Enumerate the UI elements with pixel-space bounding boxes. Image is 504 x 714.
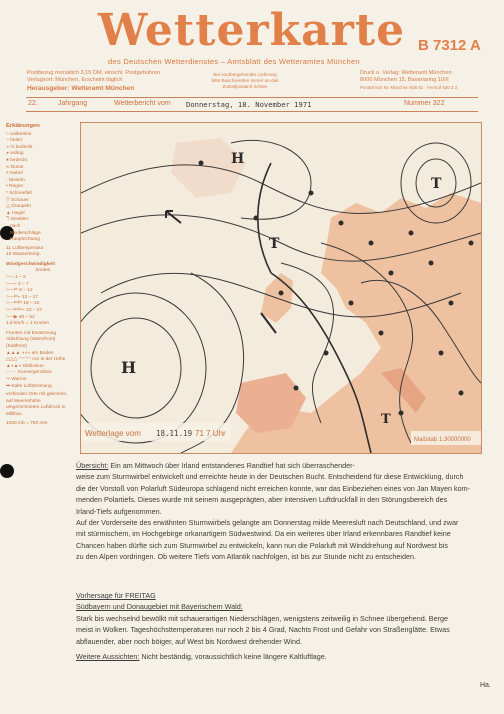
uebersicht-line: Chancen haben dürfte sich zum Sturmwirbel zu entwickeln, kann nun die Polarluft mit Winddrehung auf Nordwest bis bbox=[76, 540, 448, 550]
legend-item: ○ wolkenlos bbox=[6, 131, 32, 137]
legend-temp: 11 Lufttemperatur bbox=[6, 245, 44, 251]
wind-row: ○—⌐ 3 – 7 bbox=[6, 281, 29, 287]
vorhersage-line: Stark bis wechselnd bewölkt mit schauerartigen Niederschlägen, wenigstens zeitweilig in Schnee übergehend. Berge bbox=[76, 613, 448, 623]
map-scale: Maßstab 1:30000000 bbox=[414, 437, 471, 443]
uebersicht-label: Übersicht: bbox=[76, 461, 109, 470]
masthead-title: Wetterkarte bbox=[98, 5, 406, 56]
legend-item: ● bedeckt bbox=[6, 157, 28, 163]
wind-title: Windgeschwindigkeit bbox=[6, 261, 55, 267]
uebersicht-line: die der Vorstoß von Polarluft Südeuropa schlagend nicht erreichen konnte, war das Einbeziehen eines von Jan Mayen kom- bbox=[76, 483, 470, 493]
map-legend bbox=[6, 123, 74, 427]
legend-item: Hauptrichtung bbox=[10, 237, 40, 243]
bericht-label: Wetterbericht vom bbox=[114, 100, 171, 107]
masthead-subtitle: des Deutschen Wetterdienstes – Amtsblatt des Wetteramtes München bbox=[108, 57, 360, 66]
legend-item: , Nieseln bbox=[6, 177, 25, 183]
wind-row: ○—⊨⊨⌐ 23 – 27 bbox=[6, 308, 43, 314]
subscription-info: Postbezug monatlich 3,15 DM, einschl. Postgebühren Verlagsort: München, Erscheint täglich Herausgeber: Wetteramt München bbox=[27, 70, 161, 92]
uebersicht-line: Irland-Tiefs aufgenommen. bbox=[76, 506, 162, 516]
uebersicht-line: weise zum Sturmwirbel entwickelt und erreichte heute in der Deutschen Bucht. Entscheidend für diese Entwicklung, durch bbox=[76, 472, 464, 482]
nummer-label: Nummer 322 bbox=[404, 100, 445, 107]
legend-temp: 13 Wassertemp. bbox=[6, 252, 41, 258]
legend-item: • Regen bbox=[6, 184, 24, 190]
legend-item: ℸ Gewitter bbox=[6, 217, 29, 223]
wind-row: ○—⊨⌐ 13 – 17 bbox=[6, 294, 39, 300]
legend-item: * Schneefall bbox=[6, 190, 32, 196]
uebersicht-line: Auf der Vorderseite des erwähnten Sturmwirbels gelangte am Donnerstag milde Meeresluft nach Deutschland, und zwar bbox=[76, 518, 459, 528]
map-caption-time: 71 7 Uhr bbox=[195, 429, 226, 438]
weitere-label: Weitere Aussichten: bbox=[76, 652, 140, 662]
arrow-row: ➡ Kalte Luftströmung bbox=[6, 383, 52, 389]
legend-item: △ Graupeln bbox=[6, 204, 31, 210]
legend-item: ▽ Schauer bbox=[6, 197, 29, 203]
printer-info: Druck u. Verlag: Wetteramt München 8000 München 15, Bavariaring 10/II Postscheck Nr. München 836 81 · Fernruf 530 3 2 bbox=[360, 70, 458, 90]
header-rule bbox=[26, 97, 478, 98]
vorhersage-region: Südbayern und Donaugebiet mit Bayerischem Wald: bbox=[76, 602, 243, 612]
isobar-note: verbinden Orte mit gleichem, auf Meereshöhe umgerechneten Luftdruck in Millibar. bbox=[6, 392, 68, 417]
legend-item: ≡ Nebel bbox=[6, 171, 23, 177]
issue-number: 22. bbox=[28, 100, 38, 107]
legend-item: ◕ wolkig bbox=[6, 151, 24, 157]
wind-row: ○— 1 – 2 bbox=[6, 275, 26, 281]
legend-title: Erklärungen bbox=[6, 123, 40, 129]
vorhersage-section bbox=[76, 590, 450, 662]
author-sign: Ha. bbox=[480, 682, 491, 689]
pressure-label: H bbox=[231, 151, 245, 167]
arrow-row: ⇨ Warme bbox=[6, 376, 27, 382]
weather-map-graphic bbox=[81, 123, 481, 453]
legend-item: ▲ Hagel bbox=[6, 210, 25, 216]
vorhersage-line: meist in Wolken. Tageshöchsttemperaturen nur noch 2 bis 4 Grad, Nachts Frost und Gefahr von Straßenglätte. Etwas bbox=[76, 625, 450, 635]
uebersicht-line: menden Polartiefs. Dieses wurde mit seinem ausgeprägten, aber intensiven Luftdruckfall in den Störungsbereich des bbox=[76, 495, 448, 505]
report-date: Donnerstag, 18. November 1971 bbox=[186, 100, 312, 109]
front-row: △△△ ◠◠◠ nur in der Höhe bbox=[6, 357, 66, 363]
wind-subtitle: knoten bbox=[36, 268, 51, 274]
uebersicht-section bbox=[76, 460, 470, 563]
weather-map bbox=[80, 122, 482, 454]
front-row: - - - - Konvergenzlinie bbox=[6, 370, 52, 376]
pressure-label: T bbox=[269, 236, 280, 252]
jahrgang-label: Jahrgang bbox=[58, 100, 88, 107]
fronts-title: Fronten mit Erwärmung Abkühlung (Warmfront) (Kaltfront) bbox=[6, 330, 57, 349]
pressure-note: 1000 mb = 750 mm bbox=[6, 420, 48, 426]
legend-item: ◔ heiter bbox=[6, 138, 23, 144]
vorhersage-line: abflauender, aber noch böiger, auf West bis Nordwest drehender Wind. bbox=[76, 636, 303, 646]
wind-note: 1,8 km/h = 1 Knoten bbox=[6, 321, 50, 327]
pressure-label: T bbox=[381, 412, 391, 427]
uebersicht-line: Übersicht: Ein am Mittwoch über Irland entstandenes Randtief hat sich überraschender- bbox=[76, 461, 355, 470]
publication-code: B 7312 A bbox=[418, 37, 481, 54]
legend-item: ∞ Dunst bbox=[6, 164, 24, 170]
pressure-label: H bbox=[121, 358, 137, 377]
legend-item: ◑ ½ bedeckt bbox=[6, 144, 33, 150]
vorhersage-label: Vorhersage für FREITAG bbox=[76, 591, 156, 600]
weitere-line: Weitere Aussichten: Nicht beständig, voraussichtlich keine längere Kaltluftlage. bbox=[76, 652, 327, 662]
wind-row: ○—⊨ 8 – 12 bbox=[6, 288, 33, 294]
legend-item: nach bbox=[10, 223, 21, 229]
map-caption: Wetterlage vom bbox=[85, 429, 141, 438]
publisher-line: Herausgeber: Wetteramt München bbox=[27, 85, 135, 92]
map-caption-date: 18.11.19 bbox=[156, 429, 193, 438]
wind-row: ○—⊨⊨ 18 – 22 bbox=[6, 301, 40, 307]
subheader-rule bbox=[26, 111, 478, 112]
front-row: ▲◖▲◖ Okklusion bbox=[6, 363, 44, 369]
front-row: ▲▲▲ ◖◖◖ am Boden bbox=[6, 350, 54, 356]
legend-item: Niederschläge bbox=[10, 230, 41, 236]
delivery-note: Bei vorübergehender Lieferung bitte Beschwerden immer an das Zustellpostamt richten bbox=[211, 72, 279, 89]
wind-row: ○—▶ 48 – 52 bbox=[6, 314, 35, 320]
uebersicht-line: zu den Alpen vordringen. Ob weitere Tiefs vom Atlantik nachfolgen, ist bis zur Stunde nicht zu entscheiden. bbox=[76, 552, 417, 562]
pressure-label: T bbox=[431, 176, 442, 192]
punch-hole bbox=[0, 464, 14, 478]
uebersicht-line: mit stürmischem, im Hochgebirge orkanartigem Südwestwind. Da ein weiteres über Irland erkennbares Randtief keine bbox=[76, 529, 451, 539]
